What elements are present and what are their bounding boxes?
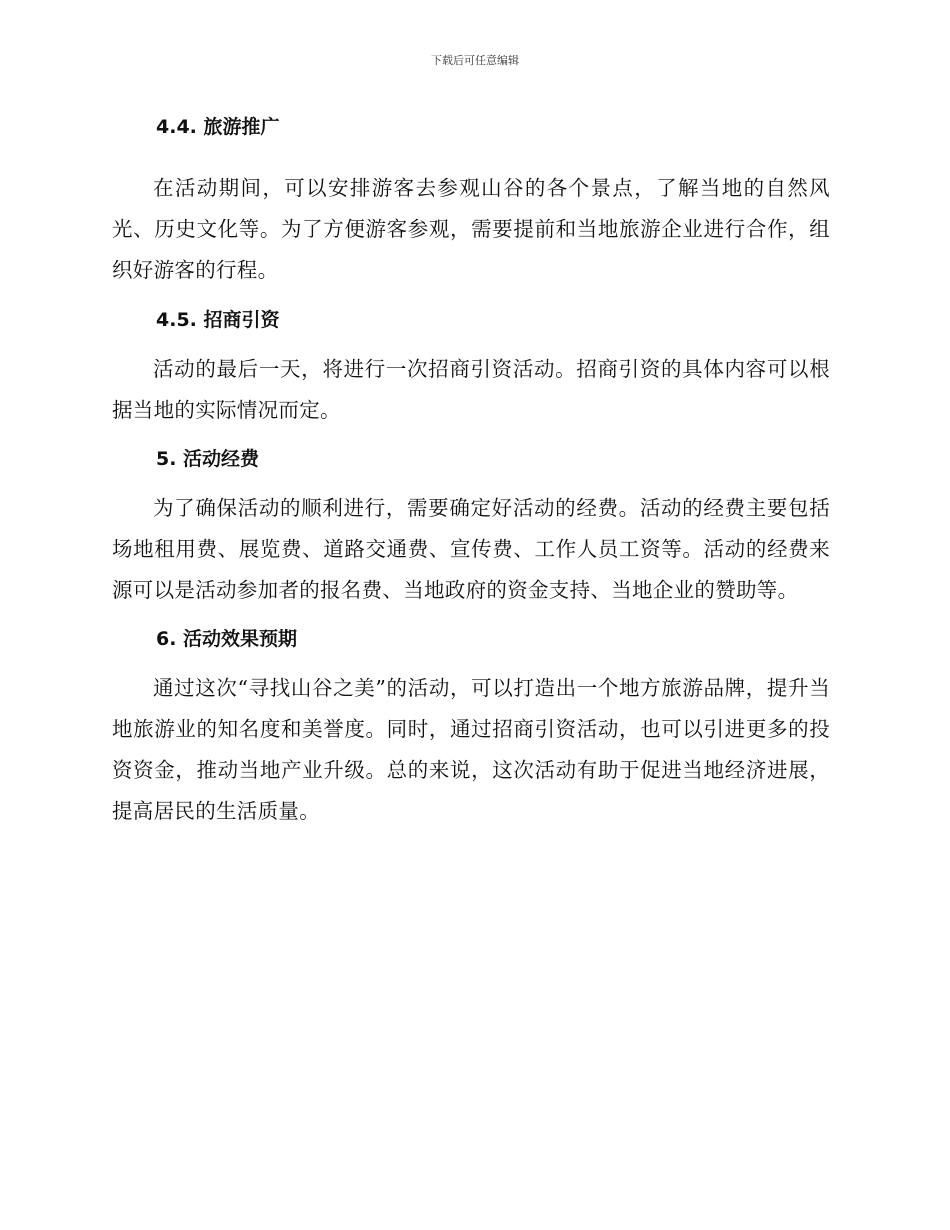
page-header: 下载后可任意编辑 [431, 54, 519, 67]
section-heading-expected-effects: 6. 活动效果预期 [156, 628, 298, 650]
section-heading-activity-budget: 5. 活动经费 [156, 448, 260, 470]
section-heading-investment-promotion: 4.5. 招商引资 [156, 309, 280, 331]
section-text-activity-budget: 为了确保活动的顺利进行，需要确定好活动的经费。活动的经费主要包括场地租用费、展览费、道路交通费、宣传费、工作人员工资等。活动的经费来源可以是活动参加者的报名费、当地政府的资金支持、当地企业的赞助等。 [112, 496, 830, 602]
section-text-tourism-promotion: 在活动期间，可以安排游客去参观山谷的各个景点，了解当地的自然风光、历史文化等。为了方便游客参观，需要提前和当地旅游企业进行合作，组织好游客的行程。 [112, 176, 830, 282]
section-text-investment-promotion: 活动的最后一天，将进行一次招商引资活动。招商引资的具体内容可以根据当地的实际情况而定。 [112, 357, 830, 422]
document-body [112, 112, 830, 832]
section-heading-tourism-promotion: 4.4. 旅游推广 [156, 116, 280, 138]
section-text-expected-effects: 通过这次“寻找山谷之美”的活动，可以打造出一个地方旅游品牌，提升当地旅游业的知名度和美誉度。同时，通过招商引资活动，也可以引进更多的投资资金，推动当地产业升级。总的来说，这次活动有助于促进当地经济进展，提高居民的生活质量。 [112, 676, 830, 823]
